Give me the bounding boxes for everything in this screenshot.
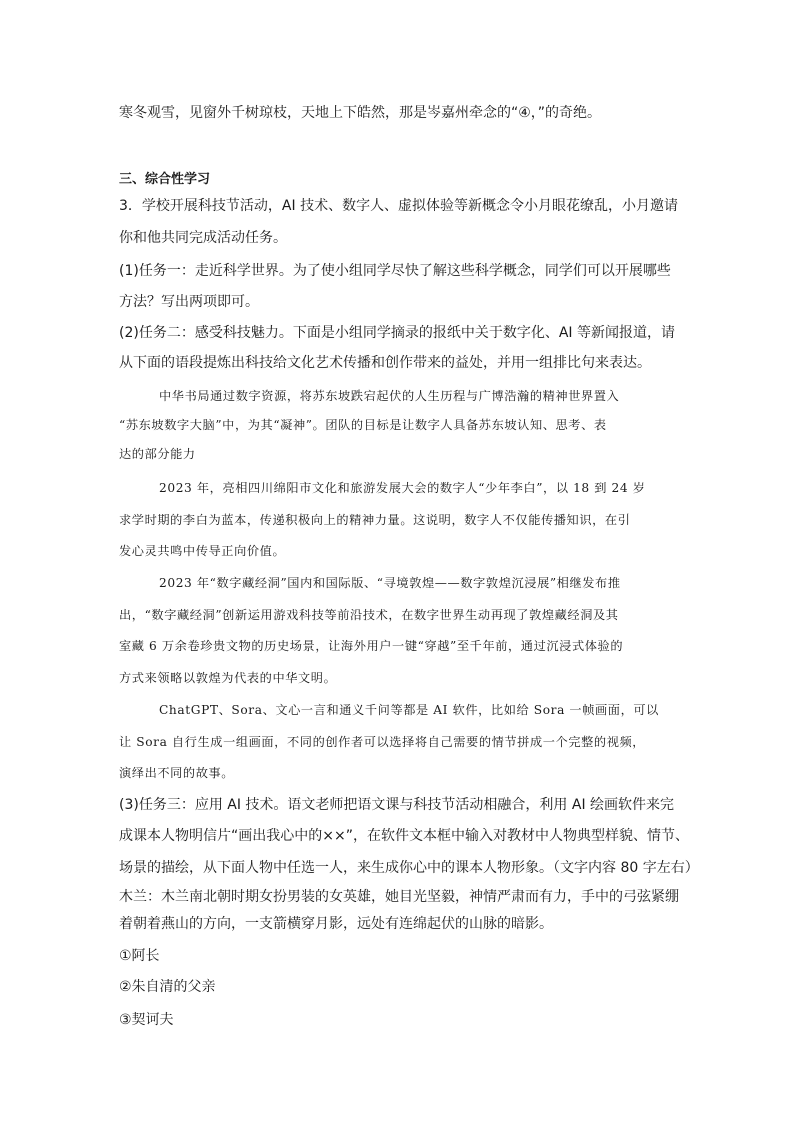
task2-line: (2)任务二：感受科技魅力。下面是小组同学摘录的报纸中关于数字化、AI 等新闻报道，请: [119, 325, 675, 341]
excerpt-line: 2023 年“数字藏经洞”国内和国际版、“寻境敦煌——数字敦煌沉浸展”相继发布推: [159, 576, 621, 590]
option-item: ③契诃夫: [119, 1012, 174, 1028]
task1-line: (1)任务一：走近科学世界。为了使小组同学尽快了解这些科学概念，同学们可以开展哪些: [119, 263, 671, 279]
excerpt-line: 求学时期的李白为蓝本，传递积极向上的精神力量。这说明，数字人不仅能传播知识，在引: [119, 513, 631, 527]
excerpt-line: “苏东坡数字大脑”中，为其“凝神”。团队的目标是让数字人具备苏东坡认知、思考、表: [119, 418, 607, 432]
task3-line: 场景的描绘，从下面人物中任选一人，来生成你心中的课本人物形象。（文字内容 80 字左右）: [119, 860, 699, 876]
example-line: 着朝着燕山的方向，一支箭横穿月影，远处有连绵起伏的山脉的暗影。: [119, 916, 553, 932]
excerpt-line: 方式来领略以敦煌为代表的中华文明。: [119, 671, 337, 685]
example-line: 木兰：木兰南北朝时期女扮男装的女英雄，她目光坚毅，神情严肃而有力，手中的弓弦紧绷: [119, 889, 679, 905]
excerpt-line: 2023 年，亮相四川绵阳市文化和旅游发展大会的数字人“少年李白”，以 18 到 24 岁: [159, 481, 646, 495]
top-line: 寒冬观雪，见窗外千树琼枝，天地上下皓然，那是岑嘉州牵念的“④，”的奇绝。: [119, 105, 602, 121]
excerpt-line: 演绎出不同的故事。: [119, 766, 235, 780]
option-item: ②朱自清的父亲: [119, 979, 216, 995]
excerpt-line: 发心灵共鸣中传导正向价值。: [119, 544, 286, 558]
task1-line: 方法？写出两项即可。: [119, 294, 259, 310]
task2-line: 从下面的语段提炼出科技给文化艺术传播和创作带来的益处，并用一组排比句来表达。: [119, 355, 651, 371]
task3-line: 成课本人物明信片“画出我心中的××”，在软件文本框中输入对教材中人物典型样貌、情节、: [119, 828, 689, 844]
task3-line: (3)任务三：应用 AI 技术。语文老师把语文课与科技节活动相融合，利用 AI 绘画软件来完: [119, 797, 675, 813]
question-line: 你和他共同完成活动任务。: [119, 230, 287, 246]
question-line: 3．学校开展科技节活动，AI 技术、数字人、虚拟体验等新概念令小月眼花缭乱，小月邀请: [119, 198, 679, 214]
excerpt-line: 室藏 6 万余卷珍贵文物的历史场景，让海外用户一键“穿越”至千年前，通过沉浸式体验的: [119, 639, 624, 653]
excerpt-line: 达的部分能力: [119, 447, 196, 461]
excerpt-line: ChatGPT、Sora、文心一言和通义千问等都是 AI 软件，比如给 Sora 一帧画面，可以: [159, 703, 659, 717]
option-item: ①阿长: [119, 948, 160, 964]
excerpt-line: 中华书局通过数字资源，将苏东坡跌宕起伏的人生历程与广博浩瀚的精神世界置入: [159, 389, 620, 403]
section-heading: 三、综合性学习: [119, 172, 211, 187]
excerpt-line: 出，“数字藏经洞”创新运用游戏科技等前沿技术，在数字世界生动再现了敦煌藏经洞及其: [119, 608, 619, 622]
excerpt-line: 让 Sora 自行生成一组画面，不同的创作者可以选择将自己需要的情节拼成一个完整的视频，: [119, 735, 646, 749]
